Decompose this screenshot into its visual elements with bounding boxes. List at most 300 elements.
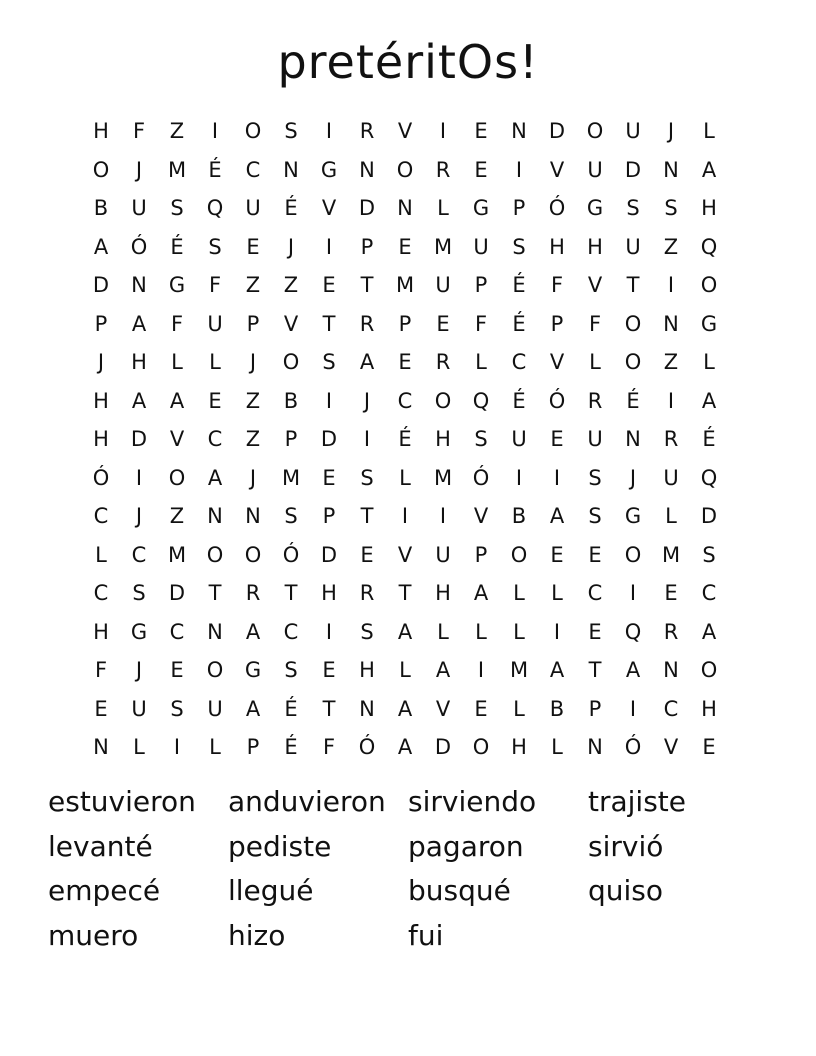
grid-letter: É	[208, 157, 222, 182]
grid-letter: N	[283, 157, 299, 182]
grid-letter: O	[624, 542, 642, 567]
grid-letter: L	[703, 119, 715, 144]
grid-letter: S	[170, 196, 184, 221]
grid-letter: E	[322, 658, 336, 683]
grid-letter: É	[512, 273, 526, 298]
grid-letter: L	[399, 465, 411, 490]
grid-letter: H	[93, 619, 109, 644]
grid-letter: P	[246, 735, 260, 760]
grid-letter: C	[587, 581, 603, 606]
grid-letter: S	[284, 504, 298, 529]
grid-letter: Ó	[92, 465, 110, 490]
grid-letter: I	[629, 696, 637, 721]
grid-letter: S	[512, 234, 526, 259]
page-title: pretéritOs!	[277, 35, 539, 89]
grid-letter: P	[398, 311, 412, 336]
grid-letter: F	[588, 311, 602, 336]
grid-letter: N	[207, 504, 223, 529]
grid-letter: G	[168, 273, 186, 298]
grid-row	[82, 613, 728, 652]
grid-letter: I	[515, 157, 523, 182]
grid-letter: N	[131, 273, 147, 298]
grid-letter: L	[665, 504, 677, 529]
grid-letter: T	[208, 581, 222, 606]
word-list-item: sirviendo	[408, 785, 537, 818]
grid-letter: F	[474, 311, 488, 336]
grid-letter: A	[207, 465, 223, 490]
grid-letter: P	[322, 504, 336, 529]
grid-letter: U	[435, 542, 451, 567]
grid-letter: T	[322, 696, 336, 721]
grid-letter: P	[550, 311, 564, 336]
grid-letter: Ó	[624, 735, 642, 760]
grid-letter: F	[170, 311, 184, 336]
grid-letter: H	[701, 196, 717, 221]
grid-row	[82, 305, 728, 344]
grid-row	[82, 151, 728, 190]
grid-letter: T	[360, 273, 374, 298]
grid-letter: V	[549, 350, 565, 375]
grid-letter: S	[284, 119, 298, 144]
grid-letter: H	[511, 735, 527, 760]
grid-letter: M	[167, 542, 187, 567]
grid-letter: V	[321, 196, 337, 221]
grid-letter: C	[397, 388, 413, 413]
grid-letter: N	[397, 196, 413, 221]
grid-letter: C	[131, 542, 147, 567]
grid-letter: L	[399, 658, 411, 683]
grid-letter: G	[320, 157, 338, 182]
grid-letter: I	[553, 619, 561, 644]
grid-letter: M	[433, 465, 453, 490]
grid-letter: S	[208, 234, 222, 259]
grid-letter: É	[284, 196, 298, 221]
grid-letter: R	[359, 119, 375, 144]
grid-letter: E	[398, 350, 412, 375]
word-list-item: sirvió	[588, 829, 664, 863]
grid-letter: É	[284, 735, 298, 760]
grid-letter: Z	[283, 273, 299, 298]
grid-letter: C	[93, 504, 109, 529]
grid-letter: E	[550, 427, 564, 452]
grid-letter: O	[282, 350, 300, 375]
word-list-item: trajiste	[588, 785, 686, 818]
grid-letter: E	[208, 388, 222, 413]
grid-letter: O	[244, 542, 262, 567]
grid-letter: A	[245, 619, 261, 644]
grid-letter: D	[548, 119, 566, 144]
grid-letter: B	[549, 696, 565, 721]
grid-letter: I	[173, 735, 181, 760]
grid-letter: P	[94, 311, 108, 336]
grid-letter: A	[473, 581, 489, 606]
grid-letter: L	[171, 350, 183, 375]
grid-letter: A	[549, 504, 565, 529]
grid-letter: L	[437, 619, 449, 644]
grid-letter: É	[398, 427, 412, 452]
grid-letter: A	[359, 350, 375, 375]
grid-letter: A	[435, 658, 451, 683]
grid-row	[82, 574, 728, 613]
grid-letter: Z	[245, 273, 261, 298]
grid-letter: É	[702, 427, 716, 452]
grid-letter: E	[474, 696, 488, 721]
grid-letter: V	[283, 311, 299, 336]
grid-letter: A	[397, 735, 413, 760]
grid-letter: F	[550, 273, 564, 298]
grid-letter: Q	[624, 619, 642, 644]
grid-letter: H	[359, 658, 375, 683]
grid-row	[82, 112, 728, 151]
grid-letter: M	[167, 157, 187, 182]
letter-grid	[82, 112, 728, 767]
grid-letter: U	[245, 196, 261, 221]
grid-letter: J	[249, 465, 257, 490]
grid-letter: O	[92, 157, 110, 182]
grid-letter: O	[624, 311, 642, 336]
grid-letter: L	[589, 350, 601, 375]
grid-letter: S	[664, 196, 678, 221]
grid-letter: O	[472, 735, 490, 760]
grid-letter: B	[283, 388, 299, 413]
grid-letter: G	[586, 196, 604, 221]
grid-letter: U	[207, 311, 223, 336]
grid-letter: L	[475, 350, 487, 375]
grid-letter: F	[94, 658, 108, 683]
grid-letter: J	[363, 388, 371, 413]
grid-letter: S	[474, 427, 488, 452]
grid-letter: A	[701, 388, 717, 413]
grid-letter: R	[359, 581, 375, 606]
grid-letter: J	[135, 157, 143, 182]
grid-letter: L	[209, 350, 221, 375]
word-list-item: pagaron	[408, 829, 524, 863]
grid-letter: L	[513, 696, 525, 721]
grid-letter: D	[624, 157, 642, 182]
grid-letter: A	[131, 388, 147, 413]
grid-letter: E	[94, 696, 108, 721]
grid-letter: Ó	[358, 735, 376, 760]
grid-letter: O	[206, 542, 224, 567]
grid-letter: G	[472, 196, 490, 221]
grid-letter: H	[587, 234, 603, 259]
grid-letter: N	[625, 427, 641, 452]
grid-letter: U	[587, 157, 603, 182]
grid-letter: O	[206, 658, 224, 683]
grid-letter: O	[586, 119, 604, 144]
grid-letter: Ó	[472, 465, 490, 490]
grid-letter: H	[321, 581, 337, 606]
grid-letter: Z	[663, 350, 679, 375]
grid-letter: M	[395, 273, 415, 298]
grid-letter: C	[511, 350, 527, 375]
grid-letter: I	[439, 119, 447, 144]
grid-letter: D	[320, 542, 338, 567]
grid-letter: D	[358, 196, 376, 221]
grid-letter: G	[130, 619, 148, 644]
grid-letter: I	[325, 119, 333, 144]
grid-letter: É	[626, 388, 640, 413]
grid-letter: P	[474, 542, 488, 567]
grid-letter: U	[207, 696, 223, 721]
grid-letter: D	[92, 273, 110, 298]
grid-letter: A	[625, 658, 641, 683]
grid-letter: C	[93, 581, 109, 606]
grid-letter: S	[702, 542, 716, 567]
grid-letter: N	[511, 119, 527, 144]
grid-letter: N	[359, 696, 375, 721]
grid-letter: V	[663, 735, 679, 760]
grid-letter: S	[322, 350, 336, 375]
grid-letter: E	[588, 619, 602, 644]
grid-letter: N	[359, 157, 375, 182]
grid-row	[82, 382, 728, 421]
grid-letter: F	[322, 735, 336, 760]
grid-letter: I	[211, 119, 219, 144]
word-list-item: pediste	[228, 829, 332, 863]
word-list-item: fui	[408, 918, 444, 952]
grid-letter: S	[588, 504, 602, 529]
grid-letter: R	[435, 350, 451, 375]
word-list-item: levanté	[48, 829, 153, 863]
grid-letter: L	[209, 735, 221, 760]
grid-letter: N	[93, 735, 109, 760]
grid-letter: A	[169, 388, 185, 413]
grid-letter: U	[625, 234, 641, 259]
grid-letter: Q	[472, 388, 490, 413]
grid-letter: I	[135, 465, 143, 490]
grid-letter: H	[435, 427, 451, 452]
grid-letter: F	[208, 273, 222, 298]
grid-letter: L	[551, 581, 563, 606]
grid-letter: U	[473, 234, 489, 259]
word-list-item: muero	[48, 918, 139, 952]
grid-letter: É	[170, 234, 184, 259]
grid-letter: É	[284, 696, 298, 721]
word-list-item: hizo	[228, 918, 286, 952]
grid-letter: H	[435, 581, 451, 606]
grid-letter: Ó	[548, 388, 566, 413]
grid-letter: U	[131, 196, 147, 221]
grid-letter: O	[700, 658, 718, 683]
grid-letter: C	[283, 619, 299, 644]
word-list-item: busqué	[408, 874, 511, 907]
grid-letter: E	[550, 542, 564, 567]
grid-letter: L	[551, 735, 563, 760]
grid-letter: E	[474, 157, 488, 182]
grid-letter: I	[667, 273, 675, 298]
grid-letter: Z	[663, 234, 679, 259]
grid-letter: T	[322, 311, 336, 336]
grid-letter: P	[474, 273, 488, 298]
grid-letter: R	[663, 619, 679, 644]
grid-letter: D	[320, 427, 338, 452]
grid-letter: P	[360, 234, 374, 259]
grid-letter: I	[325, 619, 333, 644]
grid-letter: O	[434, 388, 452, 413]
grid-letter: H	[93, 427, 109, 452]
grid-letter: V	[169, 427, 185, 452]
grid-letter: P	[284, 427, 298, 452]
grid-letter: O	[624, 350, 642, 375]
grid-letter: A	[245, 696, 261, 721]
grid-letter: R	[435, 157, 451, 182]
grid-row	[82, 420, 728, 459]
grid-letter: U	[131, 696, 147, 721]
grid-letter: Ó	[130, 234, 148, 259]
grid-letter: N	[663, 658, 679, 683]
grid-letter: H	[549, 234, 565, 259]
grid-letter: E	[664, 581, 678, 606]
grid-letter: A	[93, 234, 109, 259]
grid-letter: A	[701, 157, 717, 182]
grid-letter: L	[513, 619, 525, 644]
grid-letter: L	[95, 542, 107, 567]
grid-letter: S	[588, 465, 602, 490]
grid-letter: I	[667, 388, 675, 413]
grid-letter: J	[135, 504, 143, 529]
grid-letter: L	[703, 350, 715, 375]
grid-letter: O	[700, 273, 718, 298]
grid-letter: Ó	[548, 196, 566, 221]
grid-letter: N	[207, 619, 223, 644]
grid-letter: Ó	[282, 542, 300, 567]
grid-letter: M	[661, 542, 681, 567]
grid-letter: G	[700, 311, 718, 336]
grid-letter: A	[701, 619, 717, 644]
grid-row	[82, 459, 728, 498]
grid-letter: H	[93, 388, 109, 413]
grid-letter: Q	[700, 465, 718, 490]
grid-letter: J	[629, 465, 637, 490]
grid-letter: C	[701, 581, 717, 606]
grid-letter: I	[553, 465, 561, 490]
grid-letter: I	[325, 234, 333, 259]
grid-letter: V	[397, 119, 413, 144]
grid-letter: S	[360, 619, 374, 644]
grid-letter: J	[135, 658, 143, 683]
grid-letter: C	[207, 427, 223, 452]
grid-letter: É	[512, 388, 526, 413]
grid-letter: E	[702, 735, 716, 760]
grid-letter: P	[246, 311, 260, 336]
grid-letter: I	[363, 427, 371, 452]
grid-letter: O	[244, 119, 262, 144]
grid-letter: T	[588, 658, 602, 683]
grid-row	[82, 651, 728, 690]
grid-letter: P	[588, 696, 602, 721]
grid-row	[82, 189, 728, 228]
grid-letter: C	[245, 157, 261, 182]
grid-letter: H	[131, 350, 147, 375]
grid-letter: É	[512, 311, 526, 336]
grid-letter: R	[359, 311, 375, 336]
grid-letter: N	[245, 504, 261, 529]
grid-letter: M	[509, 658, 529, 683]
grid-letter: L	[437, 196, 449, 221]
grid-letter: H	[701, 696, 717, 721]
grid-letter: B	[93, 196, 109, 221]
grid-row	[82, 497, 728, 536]
grid-letter: S	[132, 581, 146, 606]
grid-letter: E	[246, 234, 260, 259]
grid-letter: N	[663, 157, 679, 182]
grid-letter: Q	[700, 234, 718, 259]
grid-letter: O	[168, 465, 186, 490]
grid-letter: Q	[206, 196, 224, 221]
grid-letter: F	[132, 119, 146, 144]
grid-letter: Z	[245, 427, 261, 452]
grid-letter: J	[287, 234, 295, 259]
grid-letter: V	[549, 157, 565, 182]
grid-row	[82, 690, 728, 729]
grid-letter: I	[325, 388, 333, 413]
grid-letter: G	[624, 504, 642, 529]
grid-letter: M	[281, 465, 301, 490]
grid-letter: S	[284, 658, 298, 683]
grid-letter: L	[133, 735, 145, 760]
grid-letter: D	[130, 427, 148, 452]
grid-letter: B	[511, 504, 527, 529]
grid-letter: D	[700, 504, 718, 529]
grid-letter: L	[513, 581, 525, 606]
grid-letter: T	[626, 273, 640, 298]
grid-letter: I	[515, 465, 523, 490]
grid-letter: E	[398, 234, 412, 259]
grid-letter: E	[360, 542, 374, 567]
grid-letter: S	[360, 465, 374, 490]
grid-letter: S	[626, 196, 640, 221]
grid-letter: J	[249, 350, 257, 375]
grid-letter: V	[587, 273, 603, 298]
grid-letter: L	[475, 619, 487, 644]
grid-letter: J	[97, 350, 105, 375]
grid-letter: D	[168, 581, 186, 606]
grid-letter: U	[435, 273, 451, 298]
grid-letter: T	[284, 581, 298, 606]
grid-letter: E	[322, 465, 336, 490]
grid-row	[82, 228, 728, 267]
grid-letter: Z	[169, 119, 185, 144]
grid-letter: I	[629, 581, 637, 606]
grid-letter: O	[510, 542, 528, 567]
grid-letter: S	[170, 696, 184, 721]
grid-letter: T	[360, 504, 374, 529]
grid-letter: A	[397, 696, 413, 721]
grid-letter: C	[169, 619, 185, 644]
grid-letter: M	[433, 234, 453, 259]
grid-letter: P	[512, 196, 526, 221]
grid-letter: Z	[169, 504, 185, 529]
word-list-item: anduvieron	[228, 785, 386, 818]
grid-letter: R	[245, 581, 261, 606]
word-list	[48, 780, 768, 958]
grid-letter: U	[663, 465, 679, 490]
grid-letter: A	[131, 311, 147, 336]
grid-letter: T	[398, 581, 412, 606]
grid-letter: A	[397, 619, 413, 644]
grid-row	[82, 536, 728, 575]
grid-letter: U	[511, 427, 527, 452]
grid-letter: V	[435, 696, 451, 721]
grid-letter: J	[667, 119, 675, 144]
grid-row	[82, 343, 728, 382]
grid-letter: E	[322, 273, 336, 298]
grid-letter: I	[439, 504, 447, 529]
grid-letter: E	[436, 311, 450, 336]
word-list-item: estuvieron	[48, 785, 196, 818]
word-list-item: llegué	[228, 874, 314, 907]
